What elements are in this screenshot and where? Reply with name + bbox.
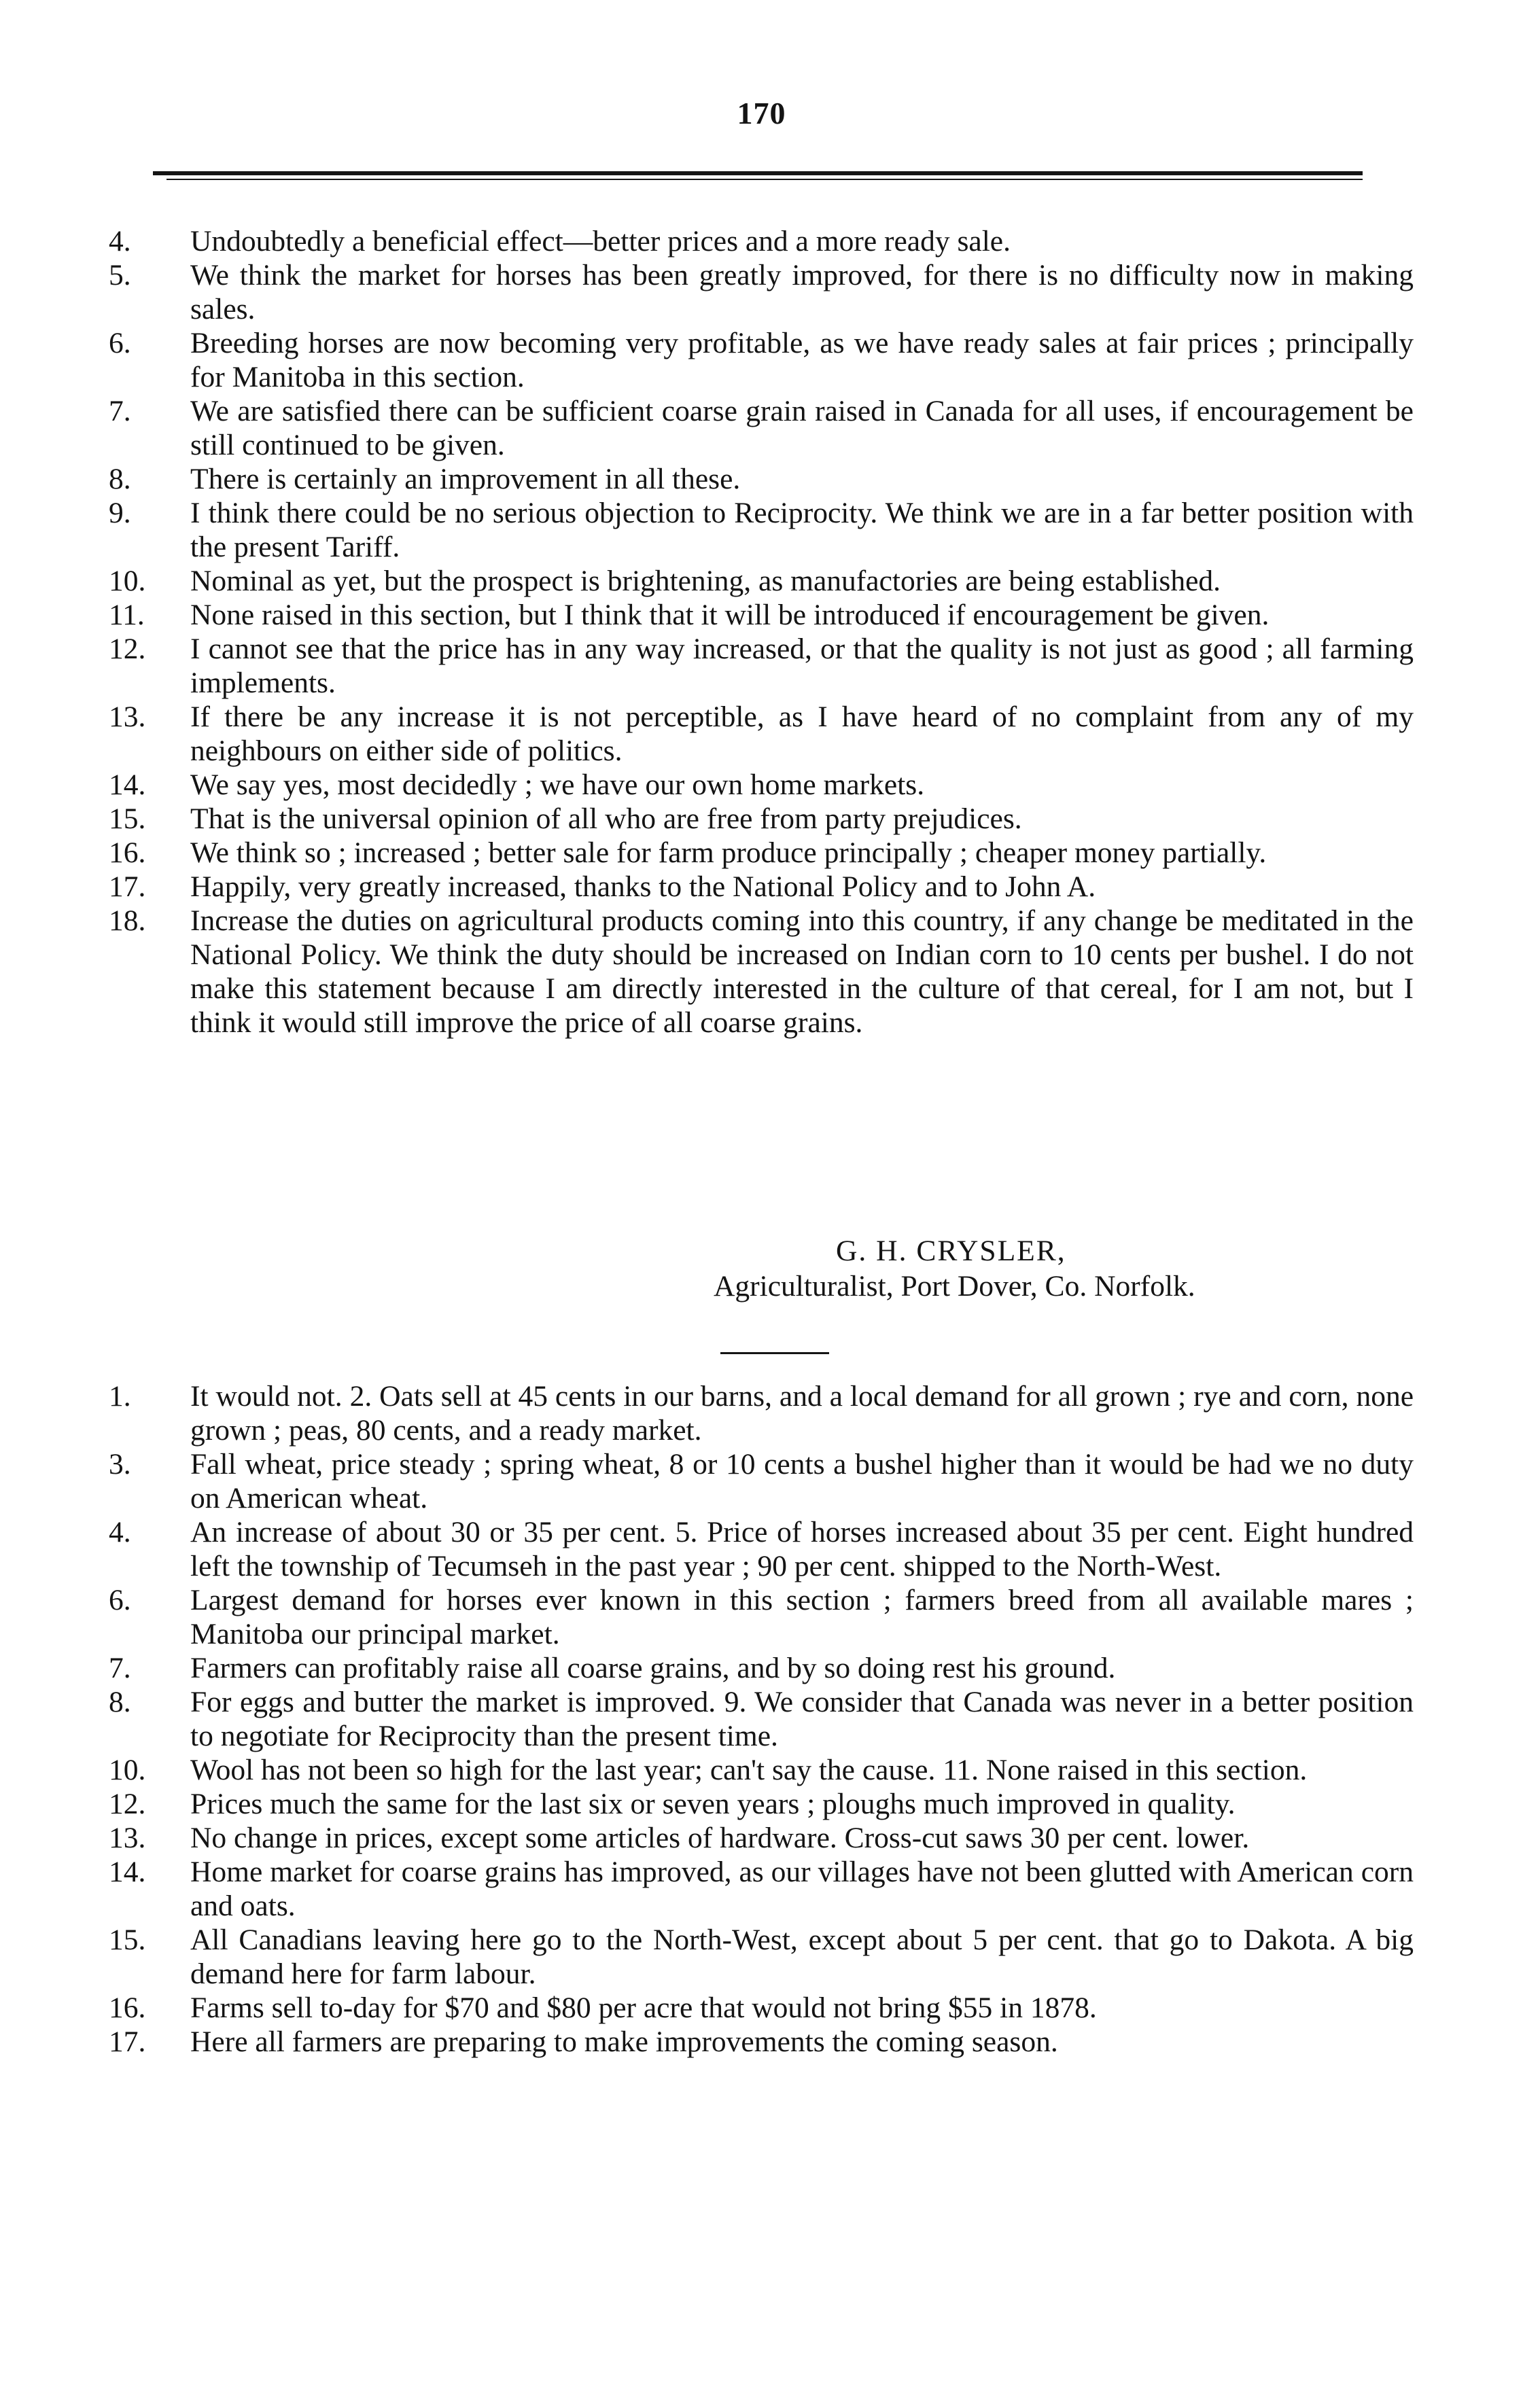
signature-name: G. H. CRYSLER, <box>836 1235 1066 1267</box>
answer-number: 13. <box>109 701 146 733</box>
answer-number: 12. <box>109 1788 146 1820</box>
answer-text: No change in prices, except some articles of hardware. Cross-cut saws 30 per cent. lower. <box>190 1822 1250 1854</box>
answer-item <box>109 258 1414 326</box>
answer-number: 10. <box>109 1754 146 1786</box>
answer-number: 16. <box>109 836 146 869</box>
answer-text: None raised in this section, but I think that it will be introduced if encouragement be given. <box>190 599 1270 631</box>
answer-text: We are satisfied there can be sufficient coarse grain raised in Canada for all uses, if encouragement be still continued to be given. <box>190 395 1414 461</box>
answer-text: It would not. 2. Oats sell at 45 cents in our barns, and a local demand for all grown ; rye and corn, none grown ; peas, 80 cents, and a ready market. <box>190 1380 1414 1447</box>
answer-text: Wool has not been so high for the last year; can't say the cause. 11. None raised in this section. <box>190 1754 1308 1786</box>
section-divider <box>720 1352 829 1354</box>
answer-item <box>109 836 1414 870</box>
answer-item <box>109 1447 1414 1515</box>
answer-item <box>109 1923 1414 1991</box>
answer-text: Prices much the same for the last six or seven years ; ploughs much improved in quality. <box>190 1788 1236 1820</box>
answer-text: Undoubtedly a beneficial effect—better prices and a more ready sale. <box>190 225 1011 258</box>
answer-number: 17. <box>109 2025 146 2058</box>
answer-number: 7. <box>109 395 131 427</box>
answer-text: We think so ; increased ; better sale for farm produce principally ; cheaper money partially. <box>190 836 1267 869</box>
answer-number: 3. <box>109 1448 131 1481</box>
answer-number: 15. <box>109 1924 146 1956</box>
answer-number: 14. <box>109 768 146 801</box>
answer-item <box>109 1753 1414 1787</box>
answer-number: 17. <box>109 870 146 903</box>
answer-text: Here all farmers are preparing to make improvements the coming season. <box>190 2025 1058 2058</box>
answer-item <box>109 1685 1414 1753</box>
answer-number: 15. <box>109 802 146 835</box>
answer-number: 8. <box>109 463 131 495</box>
answer-number: 5. <box>109 259 131 291</box>
answer-number: 9. <box>109 497 131 529</box>
answer-text: That is the universal opinion of all who are free from party prejudices. <box>190 802 1022 835</box>
answer-item <box>109 496 1414 564</box>
answer-text: Farms sell to-day for $70 and $80 per acre that would not bring $55 in 1878. <box>190 1991 1097 2024</box>
answer-item <box>109 1651 1414 1685</box>
answer-item <box>109 598 1414 632</box>
page-number: 170 <box>737 96 786 130</box>
answer-item <box>109 1379 1414 1447</box>
answer-item <box>109 700 1414 768</box>
answer-text: If there be any increase it is not perceptible, as I have heard of no complaint from any of my neighbours on either side of politics. <box>190 701 1414 767</box>
answer-text: There is certainly an improvement in all these. <box>190 463 741 495</box>
answer-number: 6. <box>109 1584 131 1616</box>
answer-item <box>109 1787 1414 1821</box>
header-rule-thin <box>167 179 1363 180</box>
answer-text: We say yes, most decidedly ; we have our own home markets. <box>190 768 925 801</box>
answer-number: 7. <box>109 1652 131 1684</box>
answer-text: Increase the duties on agricultural products coming into this country, if any change be meditated in the National Policy. We think the duty should be increased on Indian corn to 10 cents per bushel. I do not make this statement because I am directly interested in the culture of that cereal, for I am not, but I think it would still improve the price of all coarse grains. <box>190 904 1414 1039</box>
answer-number: 1. <box>109 1380 131 1413</box>
answer-text: I think there could be no serious objection to Reciprocity. We think we are in a far better position with the present Tariff. <box>190 497 1414 563</box>
answer-text: We think the market for horses has been greatly improved, for there is no difficulty now in making sales. <box>190 259 1414 325</box>
answer-item <box>109 632 1414 700</box>
answer-number: 4. <box>109 225 131 258</box>
answer-text: An increase of about 30 or 35 per cent. 5. Price of horses increased about 35 per cent. Eight hundred left the township of Tecumseh in the past year ; 90 per cent. shipped to the North-West. <box>190 1516 1414 1582</box>
answer-number: 10. <box>109 565 146 597</box>
answer-number: 16. <box>109 1991 146 2024</box>
answer-text: Farmers can profitably raise all coarse grains, and by so doing rest his ground. <box>190 1652 1116 1684</box>
answer-item <box>109 564 1414 598</box>
answer-text: Breeding horses are now becoming very profitable, as we have ready sales at fair prices ; principally for Manitoba in this section. <box>190 327 1414 393</box>
answer-number: 14. <box>109 1856 146 1888</box>
answer-item <box>109 462 1414 496</box>
answer-number: 6. <box>109 327 131 359</box>
answer-number: 18. <box>109 904 146 937</box>
answer-number: 4. <box>109 1516 131 1548</box>
signature-title: Agriculturalist, Port Dover, Co. Norfolk. <box>714 1270 1195 1303</box>
answer-item <box>109 768 1414 802</box>
answer-text: For eggs and butter the market is improved. 9. We consider that Canada was never in a better position to negotiate for Reciprocity than the present time. <box>190 1686 1414 1752</box>
answer-text: Fall wheat, price steady ; spring wheat, 8 or 10 cents a bushel higher than it would be had we no duty on American wheat. <box>190 1448 1414 1515</box>
answer-number: 8. <box>109 1686 131 1718</box>
answer-item <box>109 1855 1414 1923</box>
answer-text: Happily, very greatly increased, thanks to the National Policy and to John A. <box>190 870 1096 903</box>
answer-number: 13. <box>109 1822 146 1854</box>
answer-text: Home market for coarse grains has improved, as our villages have not been glutted with American corn and oats. <box>190 1856 1414 1922</box>
answer-item <box>109 326 1414 394</box>
header-rule-thick <box>153 171 1363 175</box>
answers-section-crysler <box>109 224 1414 1040</box>
answer-item <box>109 2025 1414 2059</box>
answer-text: I cannot see that the price has in any way increased, or that the quality is not just as good ; all farming implements. <box>190 633 1414 699</box>
answers-section-tecumseh <box>109 1379 1414 2059</box>
answer-item <box>109 224 1414 258</box>
answer-item <box>109 802 1414 836</box>
answer-item <box>109 904 1414 1040</box>
answer-text: Largest demand for horses ever known in this section ; farmers breed from all available mares ; Manitoba our principal market. <box>190 1584 1414 1650</box>
answer-item <box>109 1583 1414 1651</box>
answer-text: Nominal as yet, but the prospect is brightening, as manufactories are being established. <box>190 565 1221 597</box>
answer-number: 11. <box>109 599 145 631</box>
answer-item <box>109 1821 1414 1855</box>
answer-text: All Canadians leaving here go to the North-West, except about 5 per cent. that go to Dakota. A big demand here for farm labour. <box>190 1924 1414 1990</box>
answer-item <box>109 1515 1414 1583</box>
signature-block <box>714 1233 1393 1304</box>
answer-item <box>109 1991 1414 2025</box>
answer-item <box>109 394 1414 462</box>
answer-item <box>109 870 1414 904</box>
answer-number: 12. <box>109 633 146 665</box>
